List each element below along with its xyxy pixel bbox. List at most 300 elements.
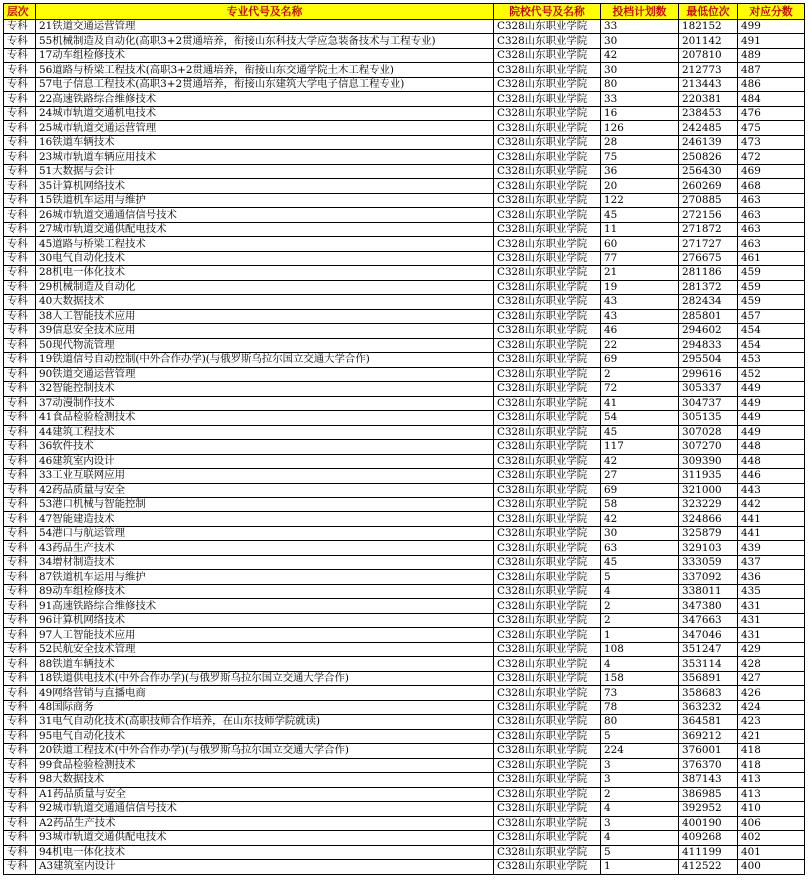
table-row	[4, 164, 805, 178]
cell-major: 21铁道交通运营管理	[36, 20, 494, 34]
cell-min-rank: 271872	[679, 222, 738, 236]
cell-min-rank: 281186	[679, 266, 738, 280]
cell-score: 402	[738, 831, 805, 845]
cell-level: 专科	[4, 179, 36, 193]
table-row	[4, 324, 805, 338]
table-row	[4, 469, 805, 483]
cell-min-rank: 238453	[679, 106, 738, 120]
cell-plan: 2	[601, 787, 679, 801]
cell-score: 429	[738, 642, 805, 656]
table-row	[4, 845, 805, 859]
table-row	[4, 526, 805, 540]
cell-plan: 20	[601, 179, 679, 193]
cell-score: 435	[738, 584, 805, 598]
cell-score: 499	[738, 20, 805, 34]
cell-score: 452	[738, 367, 805, 381]
cell-min-rank: 321000	[679, 483, 738, 497]
cell-plan: 45	[601, 208, 679, 222]
cell-plan: 69	[601, 483, 679, 497]
cell-plan: 27	[601, 469, 679, 483]
table-row	[4, 193, 805, 207]
cell-school: C328山东职业学院	[494, 63, 601, 77]
cell-level: 专科	[4, 193, 36, 207]
cell-score: 457	[738, 309, 805, 323]
cell-score: 413	[738, 787, 805, 801]
cell-major: 46建筑室内设计	[36, 454, 494, 468]
cell-plan: 126	[601, 121, 679, 135]
cell-plan: 2	[601, 367, 679, 381]
cell-min-rank: 212773	[679, 63, 738, 77]
table-row	[4, 179, 805, 193]
cell-major: 33工业互联网应用	[36, 469, 494, 483]
cell-school: C328山东职业学院	[494, 324, 601, 338]
cell-score: 426	[738, 686, 805, 700]
cell-min-rank: 294833	[679, 338, 738, 352]
cell-level: 专科	[4, 121, 36, 135]
cell-min-rank: 411199	[679, 845, 738, 859]
cell-min-rank: 182152	[679, 20, 738, 34]
table-row	[4, 715, 805, 729]
cell-level: 专科	[4, 469, 36, 483]
cell-min-rank: 363232	[679, 700, 738, 714]
cell-plan: 1	[601, 628, 679, 642]
cell-major: 15铁道机车运用与维护	[36, 193, 494, 207]
cell-school: C328山东职业学院	[494, 77, 601, 91]
cell-level: 专科	[4, 222, 36, 236]
table-row	[4, 787, 805, 801]
cell-major: 23城市轨道车辆应用技术	[36, 150, 494, 164]
table-row	[4, 425, 805, 439]
table-row	[4, 773, 805, 787]
cell-school: C328山东职业学院	[494, 20, 601, 34]
table-row	[4, 541, 805, 555]
cell-min-rank: 309390	[679, 454, 738, 468]
cell-plan: 69	[601, 353, 679, 367]
table-row	[4, 497, 805, 511]
cell-level: 专科	[4, 309, 36, 323]
cell-level: 专科	[4, 787, 36, 801]
cell-school: C328山东职业学院	[494, 584, 601, 598]
cell-major: 98大数据技术	[36, 773, 494, 787]
cell-school: C328山东职业学院	[494, 686, 601, 700]
cell-major: 39信息安全技术应用	[36, 324, 494, 338]
table-row	[4, 353, 805, 367]
cell-level: 专科	[4, 338, 36, 352]
cell-major: 37动漫制作技术	[36, 396, 494, 410]
cell-min-rank: 260269	[679, 179, 738, 193]
cell-major: 43药品生产技术	[36, 541, 494, 555]
cell-min-rank: 351247	[679, 642, 738, 656]
cell-major: A3建筑室内设计	[36, 860, 494, 874]
cell-level: 专科	[4, 48, 36, 62]
header-school: 院校代号及名称	[494, 4, 601, 20]
cell-level: 专科	[4, 20, 36, 34]
cell-school: C328山东职业学院	[494, 570, 601, 584]
cell-plan: 3	[601, 773, 679, 787]
cell-level: 专科	[4, 92, 36, 106]
cell-level: 专科	[4, 700, 36, 714]
cell-major: 38人工智能技术应用	[36, 309, 494, 323]
header-min-rank: 最低位次	[679, 4, 738, 20]
cell-school: C328山东职业学院	[494, 48, 601, 62]
cell-score: 418	[738, 744, 805, 758]
cell-major: A1药品质量与安全	[36, 787, 494, 801]
cell-level: 专科	[4, 382, 36, 396]
cell-score: 436	[738, 570, 805, 584]
cell-major: 99食品检验检测技术	[36, 758, 494, 772]
cell-level: 专科	[4, 280, 36, 294]
cell-plan: 117	[601, 440, 679, 454]
cell-school: C328山东职业学院	[494, 106, 601, 120]
cell-plan: 58	[601, 497, 679, 511]
cell-level: 专科	[4, 77, 36, 91]
cell-school: C328山东职业学院	[494, 92, 601, 106]
cell-school: C328山东职业学院	[494, 440, 601, 454]
cell-plan: 11	[601, 222, 679, 236]
cell-plan: 60	[601, 237, 679, 251]
cell-major: 22高速铁路综合维修技术	[36, 92, 494, 106]
cell-school: C328山东职业学院	[494, 860, 601, 874]
cell-school: C328山东职业学院	[494, 425, 601, 439]
cell-level: 专科	[4, 555, 36, 569]
table-row	[4, 744, 805, 758]
cell-major: 88铁道车辆技术	[36, 657, 494, 671]
cell-score: 489	[738, 48, 805, 62]
cell-level: 专科	[4, 353, 36, 367]
cell-major: 97人工智能技术应用	[36, 628, 494, 642]
cell-min-rank: 347663	[679, 613, 738, 627]
cell-major: 16铁道车辆技术	[36, 135, 494, 149]
cell-major: 49网络营销与直播电商	[36, 686, 494, 700]
cell-min-rank: 271727	[679, 237, 738, 251]
cell-school: C328山东职业学院	[494, 353, 601, 367]
cell-level: 专科	[4, 251, 36, 265]
cell-plan: 122	[601, 193, 679, 207]
table-row	[4, 686, 805, 700]
cell-min-rank: 220381	[679, 92, 738, 106]
cell-score: 424	[738, 700, 805, 714]
cell-level: 专科	[4, 266, 36, 280]
cell-score: 486	[738, 77, 805, 91]
cell-min-rank: 325879	[679, 526, 738, 540]
cell-school: C328山东职业学院	[494, 787, 601, 801]
table-row	[4, 48, 805, 62]
cell-plan: 2	[601, 613, 679, 627]
cell-score: 400	[738, 860, 805, 874]
cell-school: C328山东职业学院	[494, 222, 601, 236]
table-row	[4, 483, 805, 497]
table-row	[4, 309, 805, 323]
cell-min-rank: 281372	[679, 280, 738, 294]
table-row	[4, 440, 805, 454]
cell-level: 专科	[4, 454, 36, 468]
cell-plan: 5	[601, 729, 679, 743]
cell-min-rank: 323229	[679, 497, 738, 511]
cell-school: C328山东职业学院	[494, 671, 601, 685]
cell-score: 475	[738, 121, 805, 135]
cell-plan: 42	[601, 454, 679, 468]
cell-school: C328山东职业学院	[494, 454, 601, 468]
cell-min-rank: 311935	[679, 469, 738, 483]
table-row	[4, 396, 805, 410]
cell-min-rank: 256430	[679, 164, 738, 178]
table-row	[4, 106, 805, 120]
cell-major: 34增材制造技术	[36, 555, 494, 569]
cell-plan: 30	[601, 526, 679, 540]
cell-plan: 45	[601, 425, 679, 439]
cell-min-rank: 324866	[679, 512, 738, 526]
cell-score: 459	[738, 280, 805, 294]
cell-level: 专科	[4, 164, 36, 178]
cell-school: C328山东职业学院	[494, 179, 601, 193]
cell-major: 51大数据与会计	[36, 164, 494, 178]
cell-min-rank: 270885	[679, 193, 738, 207]
table-row	[4, 135, 805, 149]
cell-plan: 3	[601, 816, 679, 830]
cell-major: 18铁道供电技术(中外合作办学)(与俄罗斯乌拉尔国立交通大学合作)	[36, 671, 494, 685]
table-row	[4, 251, 805, 265]
cell-major: 24城市轨道交通机电技术	[36, 106, 494, 120]
cell-major: 27城市轨道交通供配电技术	[36, 222, 494, 236]
cell-score: 431	[738, 613, 805, 627]
cell-school: C328山东职业学院	[494, 657, 601, 671]
cell-school: C328山东职业学院	[494, 34, 601, 48]
cell-plan: 4	[601, 657, 679, 671]
cell-school: C328山东职业学院	[494, 555, 601, 569]
cell-school: C328山东职业学院	[494, 164, 601, 178]
cell-score: 418	[738, 758, 805, 772]
table-row	[4, 77, 805, 91]
cell-score: 449	[738, 411, 805, 425]
cell-level: 专科	[4, 831, 36, 845]
cell-major: 93城市轨道交通供配电技术	[36, 831, 494, 845]
cell-major: 48国际商务	[36, 700, 494, 714]
cell-min-rank: 295504	[679, 353, 738, 367]
header-level: 层次	[4, 4, 36, 20]
cell-school: C328山东职业学院	[494, 758, 601, 772]
table-row	[4, 121, 805, 135]
cell-level: 专科	[4, 816, 36, 830]
cell-school: C328山东职业学院	[494, 700, 601, 714]
cell-score: 427	[738, 671, 805, 685]
cell-level: 专科	[4, 671, 36, 685]
cell-major: 57电子信息工程技术(高职3+2贯通培养，衔接山东建筑大学电子信息工程专业)	[36, 77, 494, 91]
table-row	[4, 555, 805, 569]
cell-min-rank: 213443	[679, 77, 738, 91]
cell-plan: 45	[601, 555, 679, 569]
cell-plan: 78	[601, 700, 679, 714]
cell-score: 401	[738, 845, 805, 859]
cell-plan: 224	[601, 744, 679, 758]
cell-school: C328山东职业学院	[494, 338, 601, 352]
cell-score: 473	[738, 135, 805, 149]
cell-min-rank: 272156	[679, 208, 738, 222]
cell-plan: 108	[601, 642, 679, 656]
cell-major: 40大数据技术	[36, 295, 494, 309]
cell-plan: 43	[601, 295, 679, 309]
cell-min-rank: 337092	[679, 570, 738, 584]
cell-min-rank: 412522	[679, 860, 738, 874]
cell-major: 42药品质量与安全	[36, 483, 494, 497]
cell-school: C328山东职业学院	[494, 237, 601, 251]
cell-school: C328山东职业学院	[494, 715, 601, 729]
cell-major: 53港口机械与智能控制	[36, 497, 494, 511]
cell-score: 454	[738, 338, 805, 352]
cell-score: 463	[738, 193, 805, 207]
cell-level: 专科	[4, 613, 36, 627]
cell-level: 专科	[4, 599, 36, 613]
cell-major: 45道路与桥梁工程技术	[36, 237, 494, 251]
cell-plan: 80	[601, 715, 679, 729]
cell-score: 469	[738, 164, 805, 178]
cell-plan: 33	[601, 20, 679, 34]
cell-level: 专科	[4, 425, 36, 439]
cell-major: 94机电一体化技术	[36, 845, 494, 859]
cell-min-rank: 376001	[679, 744, 738, 758]
cell-school: C328山东职业学院	[494, 541, 601, 555]
cell-min-rank: 347046	[679, 628, 738, 642]
cell-plan: 46	[601, 324, 679, 338]
cell-school: C328山东职业学院	[494, 280, 601, 294]
cell-min-rank: 353114	[679, 657, 738, 671]
table-row	[4, 266, 805, 280]
cell-score: 449	[738, 382, 805, 396]
cell-plan: 42	[601, 512, 679, 526]
table-row	[4, 599, 805, 613]
cell-min-rank: 305337	[679, 382, 738, 396]
table-row	[4, 237, 805, 251]
cell-major: 19铁道信号自动控制(中外合作办学)(与俄罗斯乌拉尔国立交通大学合作)	[36, 353, 494, 367]
table-row	[4, 63, 805, 77]
cell-plan: 43	[601, 309, 679, 323]
cell-school: C328山东职业学院	[494, 309, 601, 323]
table-row	[4, 454, 805, 468]
table-row	[4, 613, 805, 627]
cell-school: C328山东职业学院	[494, 816, 601, 830]
cell-major: 91高速铁路综合维修技术	[36, 599, 494, 613]
cell-school: C328山东职业学院	[494, 396, 601, 410]
cell-plan: 75	[601, 150, 679, 164]
cell-min-rank: 246139	[679, 135, 738, 149]
cell-plan: 3	[601, 758, 679, 772]
cell-plan: 21	[601, 266, 679, 280]
cell-major: 95电气自动化技术	[36, 729, 494, 743]
cell-major: 26城市轨道交通通信信号技术	[36, 208, 494, 222]
cell-score: 463	[738, 208, 805, 222]
cell-level: 专科	[4, 237, 36, 251]
table-row	[4, 584, 805, 598]
cell-min-rank: 282434	[679, 295, 738, 309]
table-row	[4, 20, 805, 34]
cell-level: 专科	[4, 106, 36, 120]
cell-level: 专科	[4, 440, 36, 454]
cell-major: 47智能建造技术	[36, 512, 494, 526]
table-row	[4, 860, 805, 874]
table-row	[4, 831, 805, 845]
cell-score: 437	[738, 555, 805, 569]
cell-min-rank: 305135	[679, 411, 738, 425]
cell-major: 41食品检验检测技术	[36, 411, 494, 425]
cell-min-rank: 329103	[679, 541, 738, 555]
cell-plan: 4	[601, 831, 679, 845]
cell-plan: 5	[601, 845, 679, 859]
table-row	[4, 758, 805, 772]
cell-major: 36软件技术	[36, 440, 494, 454]
cell-min-rank: 207810	[679, 48, 738, 62]
cell-min-rank: 358683	[679, 686, 738, 700]
cell-plan: 1	[601, 860, 679, 874]
cell-min-rank: 364581	[679, 715, 738, 729]
cell-level: 专科	[4, 845, 36, 859]
cell-major: 96计算机网络技术	[36, 613, 494, 627]
cell-min-rank: 369212	[679, 729, 738, 743]
cell-score: 423	[738, 715, 805, 729]
cell-level: 专科	[4, 802, 36, 816]
cell-plan: 77	[601, 251, 679, 265]
cell-score: 449	[738, 425, 805, 439]
cell-school: C328山东职业学院	[494, 193, 601, 207]
cell-score: 446	[738, 469, 805, 483]
cell-school: C328山东职业学院	[494, 251, 601, 265]
cell-major: 89动车组检修技术	[36, 584, 494, 598]
cell-min-rank: 338011	[679, 584, 738, 598]
cell-min-rank: 307028	[679, 425, 738, 439]
table-row	[4, 700, 805, 714]
cell-school: C328山东职业学院	[494, 469, 601, 483]
cell-school: C328山东职业学院	[494, 382, 601, 396]
cell-major: 92城市轨道交通通信信号技术	[36, 802, 494, 816]
table-row	[4, 512, 805, 526]
cell-min-rank: 304737	[679, 396, 738, 410]
table-row	[4, 570, 805, 584]
cell-score: 459	[738, 266, 805, 280]
cell-plan: 63	[601, 541, 679, 555]
cell-min-rank: 242485	[679, 121, 738, 135]
table-row	[4, 729, 805, 743]
admission-table-sheet	[3, 3, 805, 875]
cell-school: C328山东职业学院	[494, 599, 601, 613]
cell-score: 487	[738, 63, 805, 77]
cell-score: 439	[738, 541, 805, 555]
cell-score: 454	[738, 324, 805, 338]
cell-level: 专科	[4, 483, 36, 497]
cell-score: 406	[738, 816, 805, 830]
cell-level: 专科	[4, 744, 36, 758]
cell-school: C328山东职业学院	[494, 135, 601, 149]
cell-score: 448	[738, 440, 805, 454]
cell-min-rank: 409268	[679, 831, 738, 845]
cell-score: 421	[738, 729, 805, 743]
cell-level: 专科	[4, 758, 36, 772]
cell-major: 35计算机网络技术	[36, 179, 494, 193]
cell-plan: 16	[601, 106, 679, 120]
cell-score: 449	[738, 396, 805, 410]
cell-school: C328山东职业学院	[494, 150, 601, 164]
cell-plan: 158	[601, 671, 679, 685]
cell-school: C328山东职业学院	[494, 802, 601, 816]
cell-score: 472	[738, 150, 805, 164]
cell-school: C328山东职业学院	[494, 642, 601, 656]
cell-score: 428	[738, 657, 805, 671]
cell-level: 专科	[4, 208, 36, 222]
cell-major: 28机电一体化技术	[36, 266, 494, 280]
cell-min-rank: 276675	[679, 251, 738, 265]
cell-score: 431	[738, 599, 805, 613]
table-row	[4, 222, 805, 236]
cell-score: 476	[738, 106, 805, 120]
cell-min-rank: 356891	[679, 671, 738, 685]
cell-min-rank: 387143	[679, 773, 738, 787]
